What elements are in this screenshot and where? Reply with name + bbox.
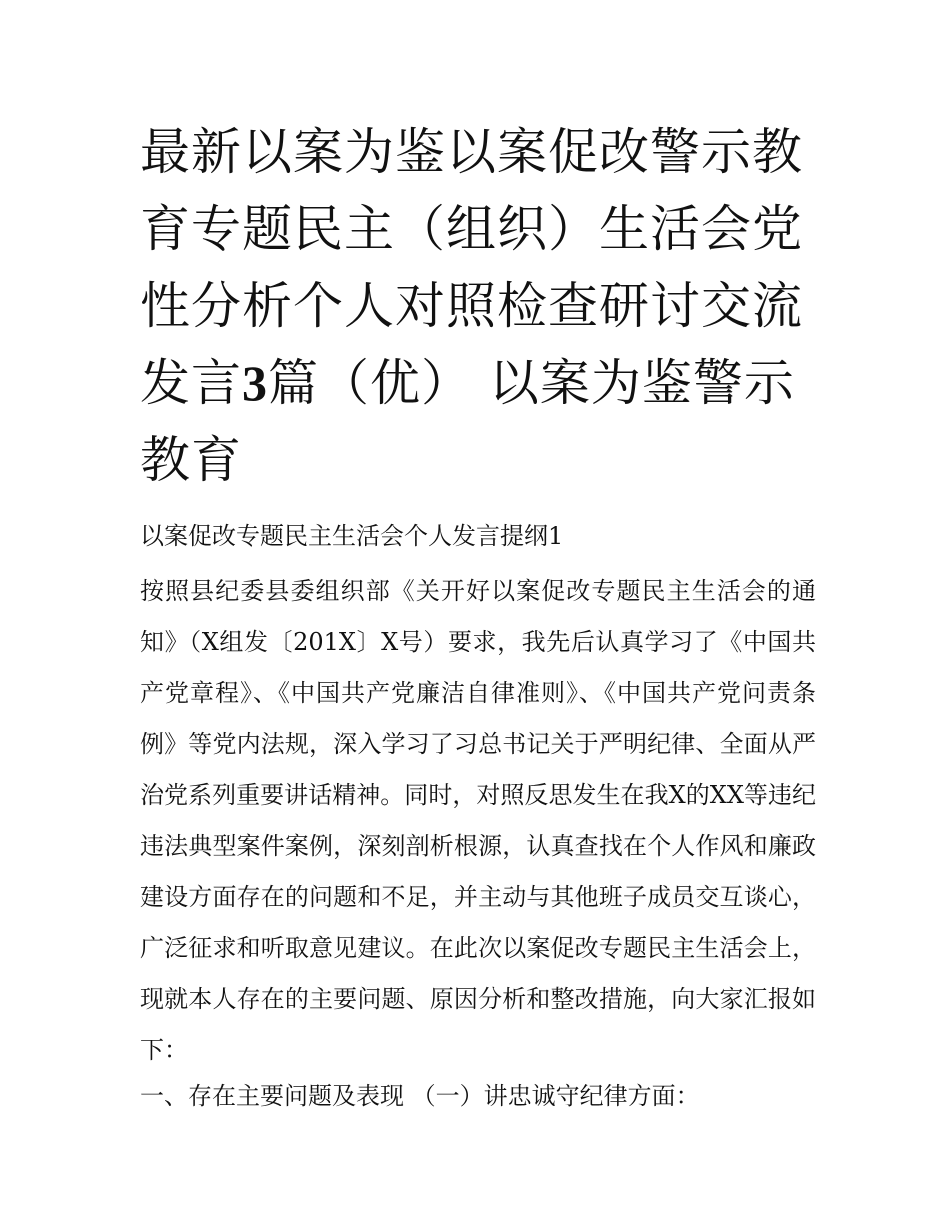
body-paragraph: 按照县纪委县委组织部《关开好以案促改专题民主生活会的通知》（X组发〔201X〕X号）要求，我先后认真学习了《中国共产党章程》、《中国共产党廉洁自律准则》、《中国共产党问责条例》等党内法规，深入学习了习总书记关于严明纪律、全面从严治党系列重要讲话精神。同时，对照反思发生在我X的XX等违纪违法典型案件案例，深刻剖析根源，认真查找在个人作风和廉政建设方面存在的问题和不足，并主动与其他班子成员交互谈心，广泛征求和听取意见建议。在此次以案促改专题民主生活会上，现就本人存在的主要问题、原因分析和整改措施，向大家汇报如下： (140, 577, 816, 1064)
document-title (140, 114, 810, 499)
title-text-part1: 最新以案为鉴以案促改警示教育专题民主（组织）生活会党性分析个人对照检查研讨交流发言 (140, 123, 803, 412)
section-heading: 一、存在主要问题及表现 （一）讲忠诚守纪律方面： (140, 1082, 700, 1110)
title-number: 3 (242, 355, 268, 411)
document-subtitle: 以案促改专题民主生活会个人发言提纲1 (140, 522, 564, 550)
title-text-part2: 篇（优） 以案为鉴警示教育 (140, 354, 795, 489)
